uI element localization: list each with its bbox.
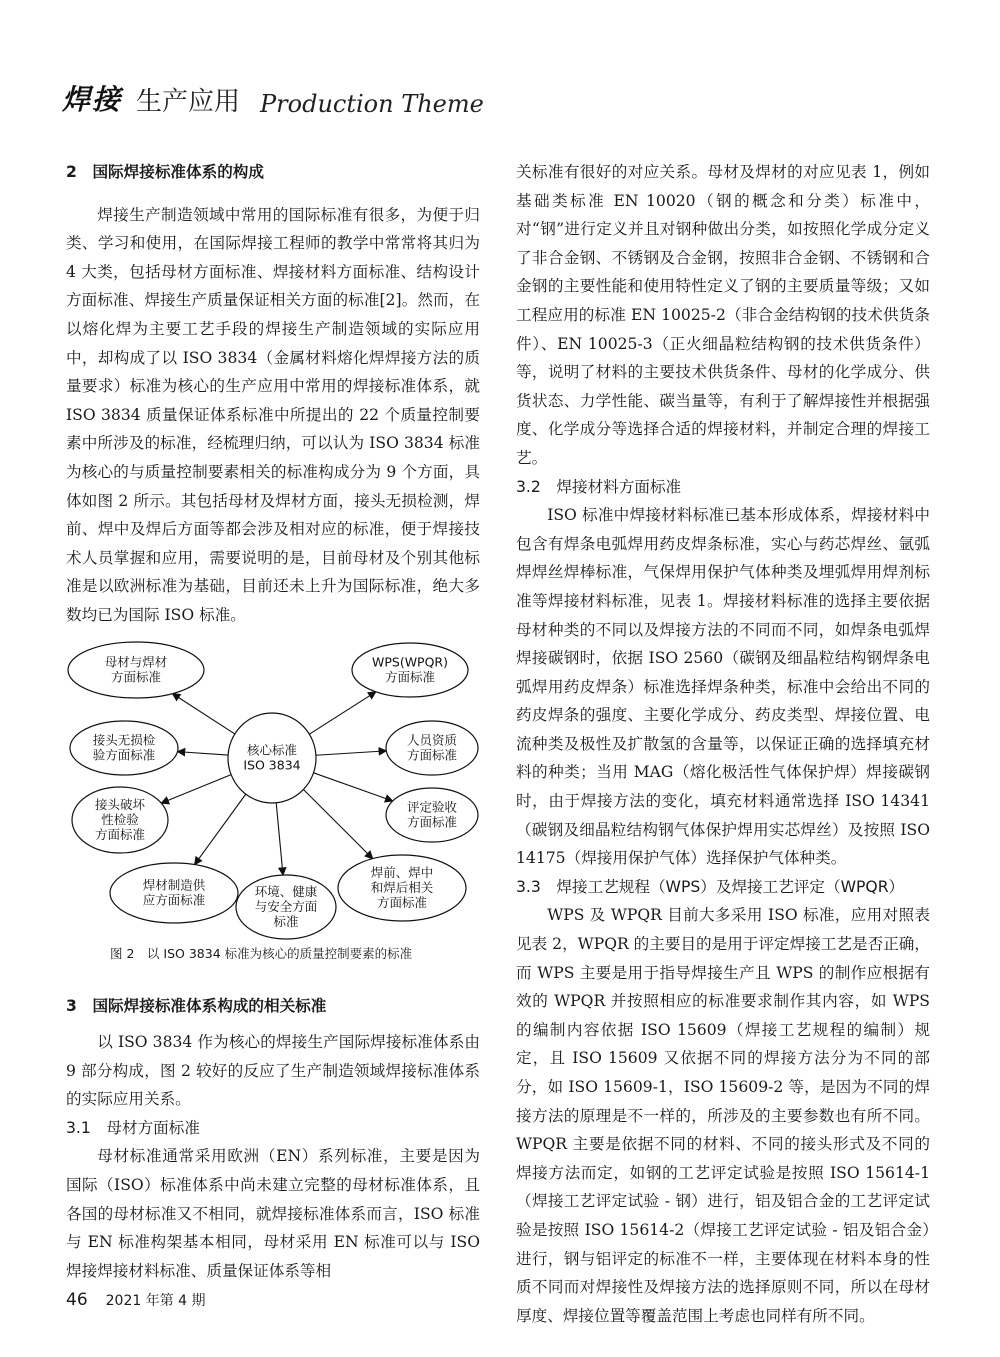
node-base [68,642,204,698]
diagram-svg [66,640,480,940]
arrow-to-ehs [276,802,283,874]
node-process [338,855,466,921]
node-center-iso3834 [228,713,316,803]
heading-section-3-2: 3.2 焊接材料方面标准 [516,477,682,496]
node-ehs [236,875,336,939]
issue-label: 2021 年第 4 期 [105,1293,206,1309]
node-destructive [72,787,168,853]
left-column [66,158,480,1285]
node-ndt-label: 验方面标准 [92,747,156,762]
node-process-label: 焊前、焊中 [370,864,434,880]
node-wps-label: WPS(WPQR) [371,654,449,669]
arrow-to-personnel [316,750,386,754]
node-inspection-label: 评定验收 [406,799,458,814]
node-ehs-label: 标准 [273,913,299,929]
node-personnel-label: 方面标准 [406,747,458,762]
paragraph-section-2: 焊接生产制造领域中常用的国际标准有很多，为便于归类、学习和使用，在国际焊接工程师的教学中常常将其归为 4 大类，包括母材方面标准、焊接材料方面标准、结构设计方面标准、焊接生产质量保证相关方面的标准[2]。然而，在以熔化焊为主要工艺手段的焊接生产制造领域的实际应用中，却构成了以 ISO 3834（金属材料熔化焊焊接方法的质量要求）标准为核心的生产应用中常用的焊接标准体系，就 ISO 3834 质量保证体系标准中所提出的 22 个质量控制要素中所涉及的标准，经梳理归纳，可以认为 ISO 3834 标准为核心的与质量控制要素相关的标准构成分为 9 个方面，具体如图 2 所示。其包括母材及焊材方面，接头无损检测，焊前、焊中及焊后方面等都会涉及相对应的标准，便于焊接技术人员掌握和应用，需要说明的是，目前母材及个别其他标准是以欧洲标准为基础，目前还未上升为国际标准，绝大多数均已为国际 ISO 标准。 [66,205,480,624]
page-header [62,78,484,118]
node-personnel-label: 人员资质 [406,732,458,747]
paragraph-section-3-1-continued: 关标准有很好的对应关系。母材及焊材的对应见表 1，例如基础类标准 EN 10020（钢的概念和分类）标准中，对“钢”进行定义并且对钢种做出分类，如按照化学成分定义了非合金钢、不锈钢及合金钢，按照非合金钢、不锈钢和合金钢的主要性能和使用特性定义了钢的主要质量等级；又如工程应用的标准 EN 10025-2（非合金结构钢的技术供货条件）、EN 10025-3（正火细晶粒结构钢的技术供货条件）等，说明了材料的主要技术供货条件、母材的化学成分、供货状态、力学性能、碳当量等，有利于了解焊接性并根据强度、化学成分等选择合适的焊接材料，并制定合理的焊接工艺。 [516,163,930,467]
heading-section-2: 2 国际焊接标准体系的构成 [66,163,264,181]
node-consumable [110,863,238,923]
arrow-to-inspection [314,772,393,800]
paragraph-section-3: 以 ISO 3834 作为核心的焊接生产国际焊接标准体系由 9 部分构成，图 2 较好的反应了生产制造领域焊接标准体系的实际应用关系。 [66,1033,480,1109]
node-inspection [386,788,478,842]
node-ehs-label: 与安全方面 [254,898,318,914]
node-destructive-label: 方面标准 [94,826,146,842]
arrow-to-consumable [195,794,246,864]
node-center-iso3834-label: ISO 3834 [243,757,301,772]
paragraph-section-3-2: ISO 标准中焊接材料标准已基本形成体系，焊接材料中包含有焊条电弧焊用药皮焊条标准，实心与药芯焊丝、氩弧焊焊丝焊棒标准，气保焊用保护气体种类及埋弧焊用焊剂标准等焊接材料标准，见表 1。焊接材料标准的选择主要依据母材种类的不同以及焊接方法的不同而不同，如焊条电弧焊焊接碳钢时，依据 ISO 2560（碳钢及细晶粒结构钢焊条电弧焊用药皮焊条）标准选择焊条种类，标准中会给出不同的药皮焊条的强度、主要化学成分、药皮类型、焊接位置、电流种类及极性及扩散氢的含量等，以保证正确的选择填充材料的种类；当用 MAG（熔化极活性气体保护焊）焊接碳钢时，由于焊接方法的变化，填充材料通常选择 ISO 14341（碳钢及细晶粒结构钢气体保护焊用实芯焊丝）及按照 ISO 14175（焊接用保护气体）选择保护气体种类。 [516,506,930,868]
node-consumable-label: 应方面标准 [142,892,206,907]
heading-section-3: 3 国际焊接标准体系构成的相关标准 [66,996,327,1015]
arrow-to-ndt [178,751,229,754]
figure-caption: 图 2 以 ISO 3834 标准为核心的质量控制要素的标准 [110,945,413,961]
arrow-to-destructive [161,774,231,802]
journal-logo: 焊接 [62,83,123,116]
arrow-to-base [173,693,235,733]
node-base-label: 方面标准 [110,669,162,684]
node-ndt [70,721,178,775]
node-process-label: 和焊后相关 [370,879,434,895]
node-destructive-label: 性检验 [101,811,139,827]
arrow-to-process [303,789,372,858]
heading-section-3-3: 3.3 焊接工艺规程（WPS）及焊接工艺评定（WPQR） [516,877,905,896]
node-consumable-label: 焊材制造供 [142,877,206,892]
node-ndt-label: 接头无损检 [92,732,156,747]
node-inspection-label: 方面标准 [406,814,458,829]
node-destructive-label: 接头破坏 [94,796,146,812]
arrow-to-wps [309,691,375,733]
node-ehs-label: 环境、健康 [254,883,318,899]
figure-2-diagram [66,640,480,940]
right-column [516,158,930,1330]
paragraph-section-3-3: WPS 及 WPQR 目前大多采用 ISO 标准，应用对照表见表 2，WPQR 的主要目的是用于评定焊接工艺是否正确，而 WPS 主要是用于指导焊接生产且 WPS 的制作应根据有效的 WPQR 并按照相应的标准要求制作其内容，如 WPS 的编制内容依据 ISO 15609（焊接工艺规程的编制）规定，且 ISO 15609 又依据不同的焊接方法分为不同的部分，如 ISO 15609-1，ISO 15609-2 等，是因为不同的焊接方法的原理是不一样的，所涉及的主要参数也有所不同。WPQR 主要是依据不同的材料、不同的接头形式及不同的焊接方法而定，如钢的工艺评定试验是按照 ISO 15614-1（焊接工艺评定试验 - 钢）进行，铝及铝合金的工艺评定试验是按照 ISO 15614-2（焊接工艺评定试验 - 铝及铝合金）进行，钢与铝评定的标准不一样，主要体现在材料本身的性质不同而对焊接性及焊接方法的选择原则不同，所以在母材厚度、焊接位置等覆盖范围上考虑也同样有所不同。 [516,906,930,1325]
node-base-label: 母材与焊材 [104,654,168,669]
node-process-label: 方面标准 [376,894,428,910]
node-wps [352,643,468,697]
section-name: 生产应用 [136,87,241,117]
node-wps-label: 方面标准 [384,669,436,684]
page-footer [66,1290,206,1310]
node-center-iso3834-label: 核心标准 [246,742,298,757]
paragraph-section-3-1: 母材标准通常采用欧洲（EN）系列标准，主要是因为国际（ISO）标准体系中尚未建立完整的母材标准体系，且各国的母材标准又不相同，就焊接标准体系而言，ISO 标准与 EN 标准构架基本相同，母材采用 EN 标准可以与 ISO 焊接焊接材料标准、质量保证体系等相 [66,1147,480,1280]
section-theme: Production Theme [260,90,484,118]
page-number: 46 [66,1290,88,1310]
heading-section-3-1: 3.1 母材方面标准 [66,1118,200,1137]
node-personnel [386,721,478,775]
